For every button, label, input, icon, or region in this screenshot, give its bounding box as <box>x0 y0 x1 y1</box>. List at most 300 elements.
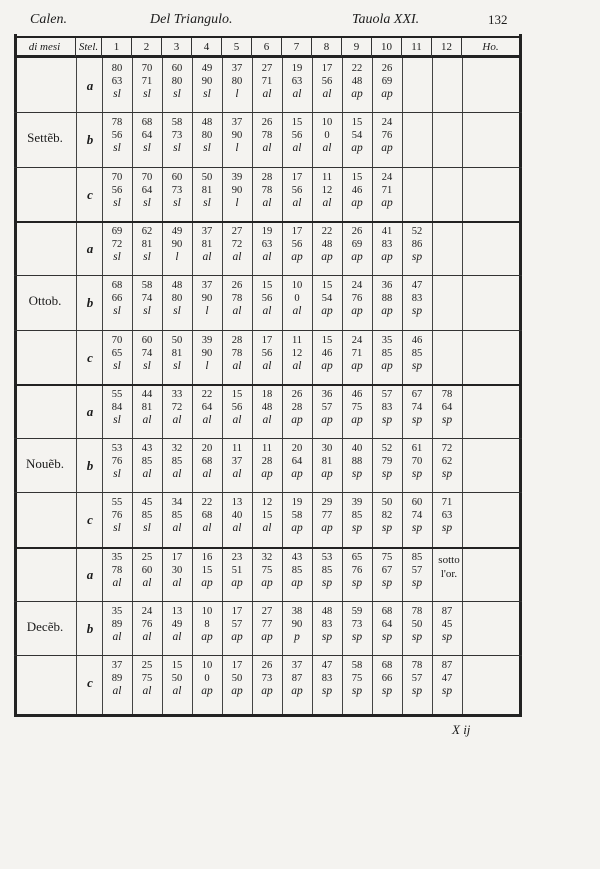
table-cell <box>372 442 402 481</box>
cell-code: sl <box>173 142 181 155</box>
cell-code: al <box>202 413 212 426</box>
cell-value: 83 <box>411 293 423 305</box>
cell-code: sl <box>113 359 121 372</box>
cell-value: 46 <box>411 334 423 346</box>
cell-value: 60 <box>171 63 183 74</box>
cell-code: sp <box>351 468 363 481</box>
cell-value: 39 <box>201 334 213 346</box>
cell-code: al <box>172 468 182 481</box>
cell-value: 58 <box>291 510 303 522</box>
table-cell <box>312 551 342 590</box>
table-cell <box>342 171 372 210</box>
cell-value: 24 <box>141 606 153 617</box>
cell-value: 17 <box>231 606 243 617</box>
cell-code: al <box>262 359 272 372</box>
cell-value: 32 <box>171 443 183 455</box>
table-cell <box>402 388 432 427</box>
cell-value: 24 <box>381 117 393 129</box>
cell-value: 78 <box>111 564 123 576</box>
cell-value: 76 <box>141 619 153 630</box>
table-cell <box>342 116 372 155</box>
cell-code: al <box>262 413 272 426</box>
cell-value: 37 <box>231 117 243 129</box>
cell-value: 47 <box>321 660 333 672</box>
cell-value: 54 <box>351 130 363 142</box>
cell-value: 35 <box>111 551 123 563</box>
month-separator <box>14 547 522 549</box>
cell-value: 39 <box>231 171 243 183</box>
cell-value: 44 <box>141 388 153 400</box>
row-letter: c <box>87 512 93 528</box>
table-cell <box>282 171 312 210</box>
row-rule <box>14 275 522 276</box>
cell-value: 72 <box>171 401 183 413</box>
column-header-hour: 3 <box>162 38 192 57</box>
table-cell <box>282 659 312 698</box>
table-cell <box>192 62 222 101</box>
table-cell <box>102 659 132 698</box>
table-cell <box>342 442 372 481</box>
cell-code: ap <box>321 359 333 372</box>
table-cell <box>192 116 222 155</box>
cell-code: ap <box>201 685 213 698</box>
cell-value: 52 <box>381 443 393 455</box>
cell-value: 53 <box>321 551 333 563</box>
table-cell <box>402 551 432 590</box>
cell-value: 27 <box>261 606 273 617</box>
column-header-hour: 4 <box>192 38 222 57</box>
cell-value: 45 <box>441 619 453 630</box>
table-cell <box>342 62 372 101</box>
cell-value: 69 <box>381 76 393 87</box>
cell-value: 86 <box>411 238 423 250</box>
table-cell <box>222 62 252 101</box>
table-cell <box>372 334 402 373</box>
row-rule <box>14 655 522 656</box>
signature-mark: X ij <box>452 722 471 737</box>
cell-code: sp <box>411 250 423 263</box>
cell-value: 53 <box>111 443 123 455</box>
cell-value: 67 <box>381 564 393 576</box>
table-cell <box>402 334 432 373</box>
cell-value: 83 <box>321 619 333 630</box>
table-cell <box>162 116 192 155</box>
cell-value: 76 <box>111 456 123 468</box>
cell-value: 39 <box>351 497 363 509</box>
cell-code: l <box>235 196 239 209</box>
cell-value: 28 <box>261 171 273 183</box>
cell-value: 25 <box>141 551 153 563</box>
cell-code: al <box>142 576 152 589</box>
cell-code: sp <box>321 685 333 698</box>
cell-value: 48 <box>351 76 363 87</box>
cell-value: 81 <box>141 238 153 250</box>
cell-value: 19 <box>291 63 303 74</box>
cell-value: 50 <box>171 334 183 346</box>
cell-value: 17 <box>291 225 303 237</box>
cell-value: 10 <box>291 280 303 292</box>
cell-value: 85 <box>321 564 333 576</box>
cell-value: 71 <box>351 347 363 359</box>
month-label: Settẽb. <box>27 130 63 146</box>
table-cell <box>132 62 162 101</box>
cell-value: 64 <box>441 401 453 413</box>
cell-value: 80 <box>171 293 183 305</box>
cell-value: 37 <box>111 660 123 672</box>
table-cell <box>252 388 282 427</box>
table-cell <box>252 334 282 373</box>
cell-value: 76 <box>381 130 393 142</box>
cell-code: sp <box>351 631 363 643</box>
cell-code: ap <box>261 576 273 589</box>
cell-value: 74 <box>141 293 153 305</box>
cell-code: ap <box>321 413 333 426</box>
cell-value: 22 <box>201 497 213 509</box>
row-rule <box>14 167 522 168</box>
cell-value: 65 <box>351 551 363 563</box>
cell-value: 73 <box>171 130 183 142</box>
cell-value: 75 <box>381 551 393 563</box>
note-line: sotto <box>438 553 460 566</box>
table-cell <box>432 605 462 644</box>
cell-value: 58 <box>171 117 183 129</box>
table-cell <box>252 442 282 481</box>
cell-value: 22 <box>351 63 363 74</box>
cell-code: ap <box>381 196 393 209</box>
table-header-row <box>14 36 522 58</box>
cell-code: sl <box>203 142 211 155</box>
cell-value: 37 <box>231 456 243 468</box>
cell-value: 56 <box>111 184 123 196</box>
cell-value: 48 <box>321 238 333 250</box>
cell-code: al <box>142 631 152 643</box>
cell-value: 15 <box>321 334 333 346</box>
table-cell <box>312 116 342 155</box>
row-rule <box>14 330 522 331</box>
table-cell <box>402 659 432 698</box>
cell-code: l <box>235 142 239 155</box>
column-header-hour: 12 <box>432 38 462 57</box>
cell-value: 76 <box>351 564 363 576</box>
cell-value: 80 <box>231 76 243 87</box>
cell-value: 47 <box>441 673 453 685</box>
table-cell <box>282 496 312 535</box>
table-cell <box>102 442 132 481</box>
row-letter: a <box>86 78 94 93</box>
running-head-left: Calen. <box>30 12 67 27</box>
cell-code: al <box>142 685 152 698</box>
column-header-hour: 11 <box>402 38 432 57</box>
cell-code: sl <box>143 359 151 372</box>
cell-value: 37 <box>201 280 213 292</box>
cell-value: 30 <box>171 564 183 576</box>
cell-value: 84 <box>111 401 123 413</box>
table-cell <box>432 496 462 535</box>
cell-value: 47 <box>411 280 423 292</box>
column-header-hour: 9 <box>342 38 372 57</box>
cell-value: 10 <box>201 606 213 617</box>
cell-code: sp <box>381 522 393 535</box>
cell-value: 55 <box>111 497 123 509</box>
cell-value: 74 <box>411 510 423 522</box>
cell-value: 15 <box>351 171 363 183</box>
table-cell <box>222 171 252 210</box>
table-cell <box>372 496 402 535</box>
row-letter: c <box>87 186 93 202</box>
cell-code: ap <box>231 685 243 698</box>
cell-value: 20 <box>291 443 303 455</box>
cell-code: sl <box>143 196 151 209</box>
cell-code: ap <box>201 631 213 643</box>
table-cell <box>192 496 222 535</box>
cell-value: 68 <box>381 660 393 672</box>
cell-code: ap <box>201 576 213 589</box>
cell-code: ap <box>351 88 363 100</box>
cell-value: 46 <box>351 388 363 400</box>
table-cell <box>162 496 192 535</box>
cell-code: ap <box>231 576 243 589</box>
cell-value: 26 <box>261 117 273 129</box>
table-cell <box>132 279 162 318</box>
cell-code: al <box>292 359 302 372</box>
cell-value: 74 <box>411 401 423 413</box>
table-cell <box>162 551 192 590</box>
table-cell <box>132 334 162 373</box>
cell-code: sl <box>113 88 121 100</box>
cell-value: 10 <box>201 660 213 672</box>
cell-value: 59 <box>351 606 363 617</box>
table-cell <box>132 496 162 535</box>
table-cell <box>222 334 252 373</box>
cell-value: 56 <box>261 293 273 305</box>
cell-value: 0 <box>324 130 330 142</box>
cell-value: 26 <box>231 280 243 292</box>
cell-value: 56 <box>291 130 303 142</box>
cell-code: al <box>262 88 272 100</box>
cell-value: 49 <box>171 225 183 237</box>
cell-value: 50 <box>231 673 243 685</box>
table-cell <box>312 279 342 318</box>
cell-value: 63 <box>441 510 453 522</box>
cell-value: 43 <box>291 551 303 563</box>
cell-code: ap <box>321 522 333 535</box>
table-cell <box>342 605 372 644</box>
cell-code: sp <box>411 685 423 698</box>
cell-code: ap <box>351 359 363 372</box>
row-letter: a <box>86 403 94 419</box>
cell-value: 89 <box>111 619 123 630</box>
cell-code: sp <box>411 468 423 481</box>
cell-value: 60 <box>141 334 153 346</box>
month-label: Nouẽb. <box>26 456 64 472</box>
cell-value: 90 <box>231 184 243 196</box>
table-cell <box>342 388 372 427</box>
cell-code: al <box>262 196 272 209</box>
cell-value: 57 <box>231 619 243 630</box>
cell-value: 26 <box>381 63 393 74</box>
cell-value: 28 <box>231 334 243 346</box>
running-head-title: Del Triangulo. <box>150 12 233 27</box>
cell-value: 78 <box>411 660 423 672</box>
cell-code: sl <box>173 359 181 372</box>
table-cell <box>342 551 372 590</box>
table-cell <box>372 605 402 644</box>
cell-value: 78 <box>441 388 453 400</box>
cell-code: sp <box>411 576 423 589</box>
table-cell <box>132 442 162 481</box>
column-rule <box>462 58 463 714</box>
cell-value: 36 <box>381 280 393 292</box>
cell-value: 85 <box>141 510 153 522</box>
cell-code: sp <box>381 631 393 643</box>
cell-code: sl <box>203 196 211 209</box>
cell-code: al <box>172 522 182 535</box>
cell-code: l <box>205 359 209 372</box>
cell-code: al <box>262 305 272 318</box>
cell-value: 32 <box>261 551 273 563</box>
cell-value: 70 <box>141 63 153 74</box>
column-header-hour: 1 <box>102 38 132 57</box>
cell-value: 17 <box>291 171 303 183</box>
table-cell <box>312 605 342 644</box>
cell-code: ap <box>231 631 243 643</box>
table-cell <box>192 225 222 264</box>
cell-value: 56 <box>231 401 243 413</box>
cell-value: 63 <box>111 76 123 87</box>
cell-value: 0 <box>294 293 300 305</box>
table-cell <box>282 116 312 155</box>
cell-value: 60 <box>141 564 153 576</box>
cell-value: 64 <box>141 130 153 142</box>
cell-code: al <box>112 631 122 643</box>
cell-value: 40 <box>351 443 363 455</box>
cell-value: 48 <box>171 280 183 292</box>
cell-code: sl <box>113 522 121 535</box>
cell-value: 22 <box>321 225 333 237</box>
cell-value: 15 <box>261 510 273 522</box>
cell-value: 74 <box>141 347 153 359</box>
table-cell <box>252 605 282 644</box>
row-letter: b <box>86 621 94 636</box>
cell-code: al <box>292 88 302 100</box>
cell-value: 68 <box>381 606 393 617</box>
table-cell <box>102 62 132 101</box>
cell-value: 80 <box>111 63 123 74</box>
table-cell <box>162 442 192 481</box>
cell-code: al <box>322 142 332 155</box>
running-head-table-number: Tauola XXI. <box>352 12 420 27</box>
cell-value: 15 <box>231 388 243 400</box>
cell-code: al <box>232 359 242 372</box>
cell-code: al <box>142 413 152 426</box>
table-cell <box>312 334 342 373</box>
column-header-hour: 6 <box>252 38 282 57</box>
cell-value: 15 <box>261 280 273 292</box>
cell-value: 35 <box>381 334 393 346</box>
cell-value: 40 <box>231 510 243 522</box>
table-cell <box>102 334 132 373</box>
cell-value: 30 <box>321 443 333 455</box>
cell-value: 24 <box>351 334 363 346</box>
cell-value: 28 <box>291 401 303 413</box>
cell-value: 35 <box>111 606 123 617</box>
table-cell <box>372 225 402 264</box>
column-header-hour: 10 <box>372 38 402 57</box>
cell-code: sp <box>381 685 393 698</box>
table-cell <box>312 62 342 101</box>
cell-code: al <box>262 250 272 263</box>
table-cell <box>192 551 222 590</box>
cell-value: 61 <box>411 443 423 455</box>
table-cell <box>192 659 222 698</box>
month-separator <box>14 384 522 386</box>
cell-code: sl <box>203 88 211 100</box>
cell-value: 68 <box>111 280 123 292</box>
cell-value: 72 <box>111 238 123 250</box>
table-cell <box>102 171 132 210</box>
cell-value: 87 <box>441 606 453 617</box>
cell-code: ap <box>381 305 393 318</box>
cell-value: 27 <box>261 63 273 74</box>
cell-value: 68 <box>141 117 153 129</box>
cell-value: 56 <box>291 238 303 250</box>
cell-value: 68 <box>201 456 213 468</box>
cell-value: 48 <box>201 117 213 129</box>
cell-value: 50 <box>381 497 393 509</box>
cell-value: 68 <box>201 510 213 522</box>
row-rule <box>14 492 522 493</box>
cell-value: 75 <box>351 673 363 685</box>
table-cell <box>402 279 432 318</box>
cell-value: 11 <box>261 443 273 455</box>
cell-value: 0 <box>204 673 210 685</box>
cell-value: 73 <box>171 184 183 196</box>
cell-code: sp <box>411 359 423 372</box>
table-cell <box>102 225 132 264</box>
cell-code: ap <box>291 685 303 698</box>
cell-code: sp <box>411 631 423 643</box>
table-cell <box>372 659 402 698</box>
cell-value: 25 <box>141 660 153 672</box>
month-label: Decẽb. <box>26 619 64 634</box>
cell-value: 23 <box>231 551 243 563</box>
cell-code: ap <box>351 413 363 426</box>
cell-code: sl <box>113 196 121 209</box>
table-cell <box>402 442 432 481</box>
cell-code: sp <box>411 305 423 318</box>
row-rule <box>14 601 522 602</box>
cell-value: 27 <box>231 225 243 237</box>
table-cell <box>132 116 162 155</box>
column-header-hour: 5 <box>222 38 252 57</box>
table-cell <box>162 225 192 264</box>
cell-value: 88 <box>381 293 393 305</box>
cell-value: 81 <box>321 456 333 468</box>
cell-code: al <box>232 413 242 426</box>
column-header-hour: 8 <box>312 38 342 57</box>
table-cell <box>342 334 372 373</box>
cell-value: 89 <box>111 673 123 685</box>
cell-value: 70 <box>111 171 123 183</box>
cell-code: ap <box>381 142 393 155</box>
cell-value: 49 <box>201 63 213 74</box>
cell-value: 19 <box>261 225 273 237</box>
table-cell <box>312 442 342 481</box>
cell-value: 90 <box>201 347 213 359</box>
cell-value: 81 <box>201 238 213 250</box>
cell-code: ap <box>321 305 333 318</box>
cell-value: 56 <box>291 184 303 196</box>
